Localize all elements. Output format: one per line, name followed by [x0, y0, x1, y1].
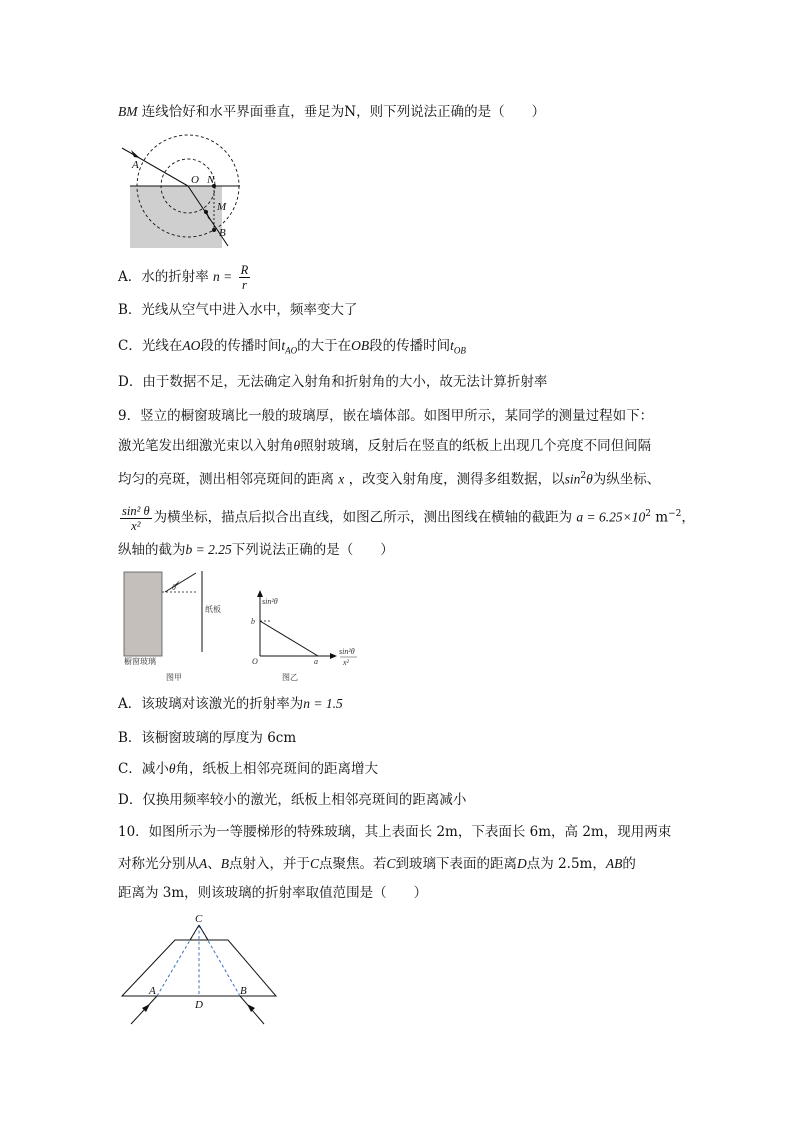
q8-label-N: N — [207, 174, 215, 186]
q9-line-3: 均匀的亮斑，测出相邻亮斑间的距离 x ，改变入射角度，测得多组数据，以$\sin^2\theta$为纵坐标、 — [118, 471, 661, 488]
q9-option-c: C．减小θ角，纸板上相邻亮斑间的距离增大 — [118, 761, 378, 777]
q8-label-O: O — [191, 174, 199, 186]
q9-caption-left: 图甲 — [166, 673, 182, 682]
q10-label-D: D — [195, 999, 203, 1011]
q9-board-label: 纸板 — [205, 605, 221, 614]
q8-option-d: D．由于数据不足，无法确定入射角和折射角的大小，故无法计算折射率 — [118, 374, 548, 390]
q10-top-rays-right — [199, 925, 208, 940]
q9-origin-label: O — [252, 657, 258, 666]
q8-stem-text: 连线恰好和水平界面垂直，垂足为N，则下列说法正确的是（ ） — [141, 104, 546, 120]
q9-x-axis-label-num: sin²θ — [339, 647, 355, 656]
q9-line-5: 纵轴的截为b = 2.25下列说法正确的是（ ） — [118, 542, 394, 558]
q10-label-A: A — [149, 985, 156, 997]
q9-theta-label: θ — [172, 583, 176, 592]
q9-option-a: A．该玻璃对该激光的折射率为n = 1.5 — [118, 696, 343, 712]
q9-option-b: B．该橱窗玻璃的厚度为 6cm — [118, 730, 297, 746]
q10-ray-right-arrow — [247, 1004, 255, 1012]
q8-option-a: A．水的折射率 n = $\frac{R}{r}$ — [118, 263, 249, 292]
q10-line-3: 距离为 3m，则该玻璃的折射率取值范围是（ ） — [118, 885, 428, 901]
q8-label-M: M — [217, 201, 227, 213]
q9-a-label: a — [314, 657, 318, 666]
q8-option-c: C．光线在AO段的传播时间$t_{AO}$的大于在OB段的传播时间$t_{OB}$ — [118, 338, 466, 356]
q9-option-d: D．仅换用频率较小的激光，纸板上相邻亮斑间的距离减小 — [118, 792, 467, 808]
q9-line-2: 激光笔发出细激光束以入射角θ照射玻璃，反射后在竖直的纸板上出现几个亮度不同但间隔 — [118, 438, 652, 454]
q8-label-A: A — [132, 159, 139, 171]
q9-y-axis-label: sin²θ — [262, 597, 278, 606]
q8-label-B: B — [219, 227, 226, 239]
q10-line-1: 10．如图所示为一等腰梯形的特殊玻璃，其上表面长 2m，下表面长 6m，高 2m，现用两束 — [118, 824, 672, 840]
q10-line-2: 对称光分别从A、B点射入，并于C点聚焦。若C到玻璃下表面的距离D点为 2.5m，AB的 — [118, 856, 636, 872]
q9-line-1: 9．竖立的橱窗玻璃比一般的玻璃厚，嵌在墙体部。如图甲所示，某同学的测量过程如下： — [118, 408, 654, 424]
q9-caption-right: 图乙 — [282, 673, 298, 682]
q10-top-rays-left — [190, 925, 199, 940]
q9-b-label: b — [251, 617, 255, 626]
q10-label-B: B — [240, 985, 247, 997]
q9-glass-label: 橱窗玻璃 — [124, 657, 156, 666]
q9-x-axis-label-den: x² — [343, 658, 349, 667]
q10-label-C: C — [195, 913, 203, 925]
q8-stem-var: BM — [118, 104, 138, 119]
q8-option-b: B．光线从空气中进入水中，频率变大了 — [118, 302, 358, 318]
q9-line-4: $\frac{\text{sin² θ}}{\text{x²}}$ 为横坐标，描点后拟合出直线，如图乙所示，测出图线在横轴的截距为 $a = 6.25\times 10^2$ $m^{-2}$， — [122, 503, 695, 533]
